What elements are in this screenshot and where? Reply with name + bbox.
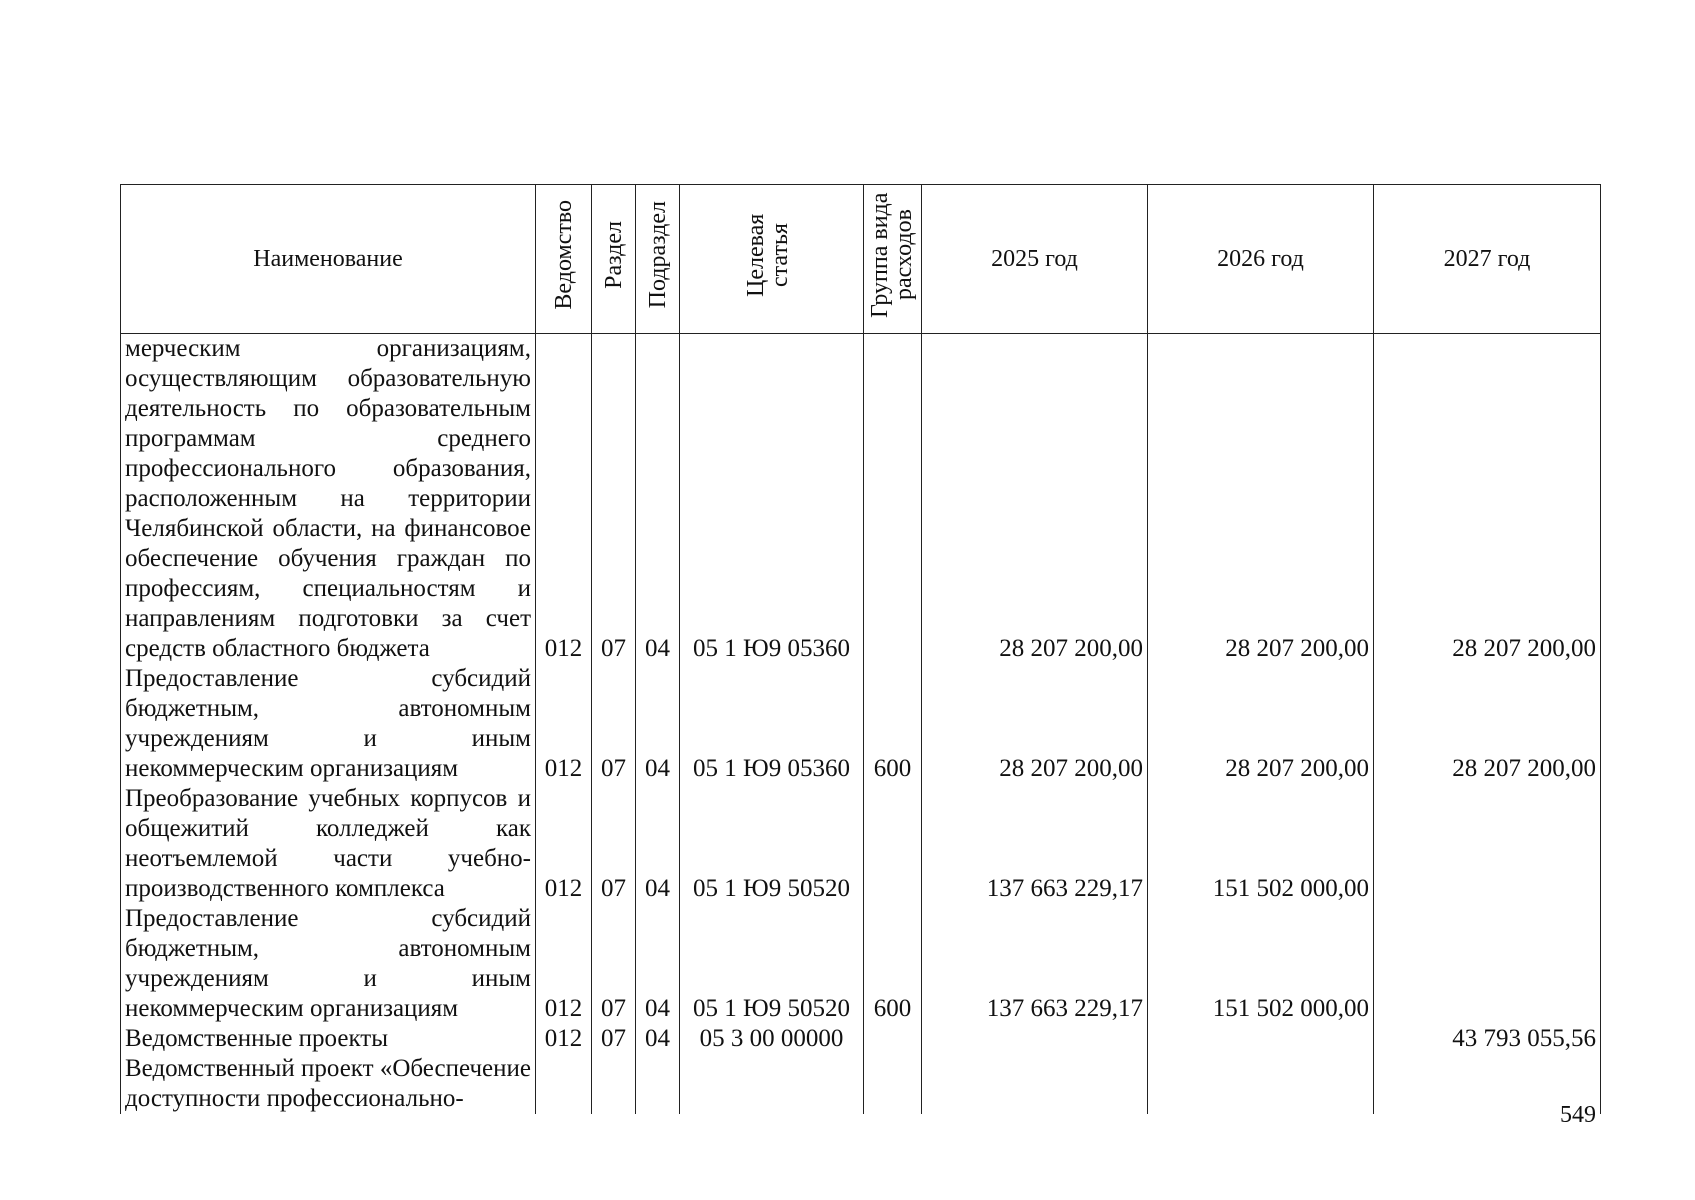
row-name: Ведомственный проект «Обеспечение доступности профессионально- — [121, 1054, 536, 1114]
row-name: Ведомственные проекты — [121, 1024, 536, 1054]
row-2026 — [1148, 1024, 1374, 1054]
header-year-2027: 2027 год — [1374, 185, 1601, 334]
row-dept: 012 — [536, 664, 592, 784]
table-header-row — [121, 185, 1601, 334]
table-row — [121, 334, 1601, 665]
header-target-article: Целевая статья — [680, 185, 864, 334]
header-year-2025: 2025 год — [922, 185, 1148, 334]
row-dept: 012 — [536, 904, 592, 1024]
row-section: 07 — [592, 904, 636, 1024]
row-subsection: 04 — [636, 664, 680, 784]
table-row — [121, 1054, 1601, 1114]
row-subsection — [636, 1054, 680, 1114]
row-2026 — [1148, 1054, 1374, 1114]
row-subsection: 04 — [636, 904, 680, 1024]
row-section: 07 — [592, 334, 636, 665]
row-group — [864, 784, 922, 904]
row-section: 07 — [592, 784, 636, 904]
header-expense-group: Группа вида расходов — [864, 185, 922, 334]
row-2027: 28 207 200,00 — [1374, 664, 1601, 784]
row-subsection: 04 — [636, 334, 680, 665]
row-2025: 28 207 200,00 — [922, 664, 1148, 784]
row-2027 — [1374, 784, 1601, 904]
row-subsection: 04 — [636, 784, 680, 904]
row-dept — [536, 1054, 592, 1114]
header-dept: Ведомство — [536, 185, 592, 334]
row-dept: 012 — [536, 784, 592, 904]
row-2027 — [1374, 904, 1601, 1024]
row-name: мерческим организациям, осуществляющим образовательную деятельность по образовательным программам среднего профессионального образования, расположенным на территории Челябинской области, на финансовое обеспечение обучения граждан по профессиям, специальностям и направлениям подготовки за счет средств областного бюджета — [121, 334, 536, 665]
header-section: Раздел — [592, 185, 636, 334]
row-2025 — [922, 1054, 1148, 1114]
table-row — [121, 904, 1601, 1024]
row-2026: 28 207 200,00 — [1148, 334, 1374, 665]
row-group: 600 — [864, 664, 922, 784]
row-group — [864, 334, 922, 665]
row-2026: 28 207 200,00 — [1148, 664, 1374, 784]
row-target: 05 1 Ю9 05360 — [680, 334, 864, 665]
row-2027: 28 207 200,00 — [1374, 334, 1601, 665]
row-target: 05 3 00 00000 — [680, 1024, 864, 1054]
row-name: Предоставление субсидий бюджетным, автономным учреждениям и иным некоммерческим организациям — [121, 664, 536, 784]
row-dept: 012 — [536, 334, 592, 665]
row-name: Преобразование учебных корпусов и общежитий колледжей как неотъемлемой части учебно-производственного комплекса — [121, 784, 536, 904]
row-section: 07 — [592, 1024, 636, 1054]
row-section — [592, 1054, 636, 1114]
row-2027: 43 793 055,56 — [1374, 1024, 1601, 1054]
row-name: Предоставление субсидий бюджетным, автономным учреждениям и иным некоммерческим организациям — [121, 904, 536, 1024]
page-number: 549 — [1560, 1102, 1596, 1128]
header-year-2026: 2026 год — [1148, 185, 1374, 334]
row-2025: 137 663 229,17 — [922, 784, 1148, 904]
row-2025 — [922, 1024, 1148, 1054]
row-target: 05 1 Ю9 50520 — [680, 904, 864, 1024]
row-group — [864, 1024, 922, 1054]
row-target — [680, 1054, 864, 1114]
row-subsection: 04 — [636, 1024, 680, 1054]
row-target: 05 1 Ю9 50520 — [680, 784, 864, 904]
row-target: 05 1 Ю9 05360 — [680, 664, 864, 784]
header-name: Наименование — [121, 185, 536, 334]
row-dept: 012 — [536, 1024, 592, 1054]
row-2026: 151 502 000,00 — [1148, 784, 1374, 904]
table-row — [121, 1024, 1601, 1054]
row-2025: 137 663 229,17 — [922, 904, 1148, 1024]
row-2026: 151 502 000,00 — [1148, 904, 1374, 1024]
row-group: 600 — [864, 904, 922, 1024]
header-subsection: Подраздел — [636, 185, 680, 334]
row-2025: 28 207 200,00 — [922, 334, 1148, 665]
budget-table — [120, 184, 1601, 1114]
row-section: 07 — [592, 664, 636, 784]
table-row — [121, 784, 1601, 904]
table-row — [121, 664, 1601, 784]
row-group — [864, 1054, 922, 1114]
